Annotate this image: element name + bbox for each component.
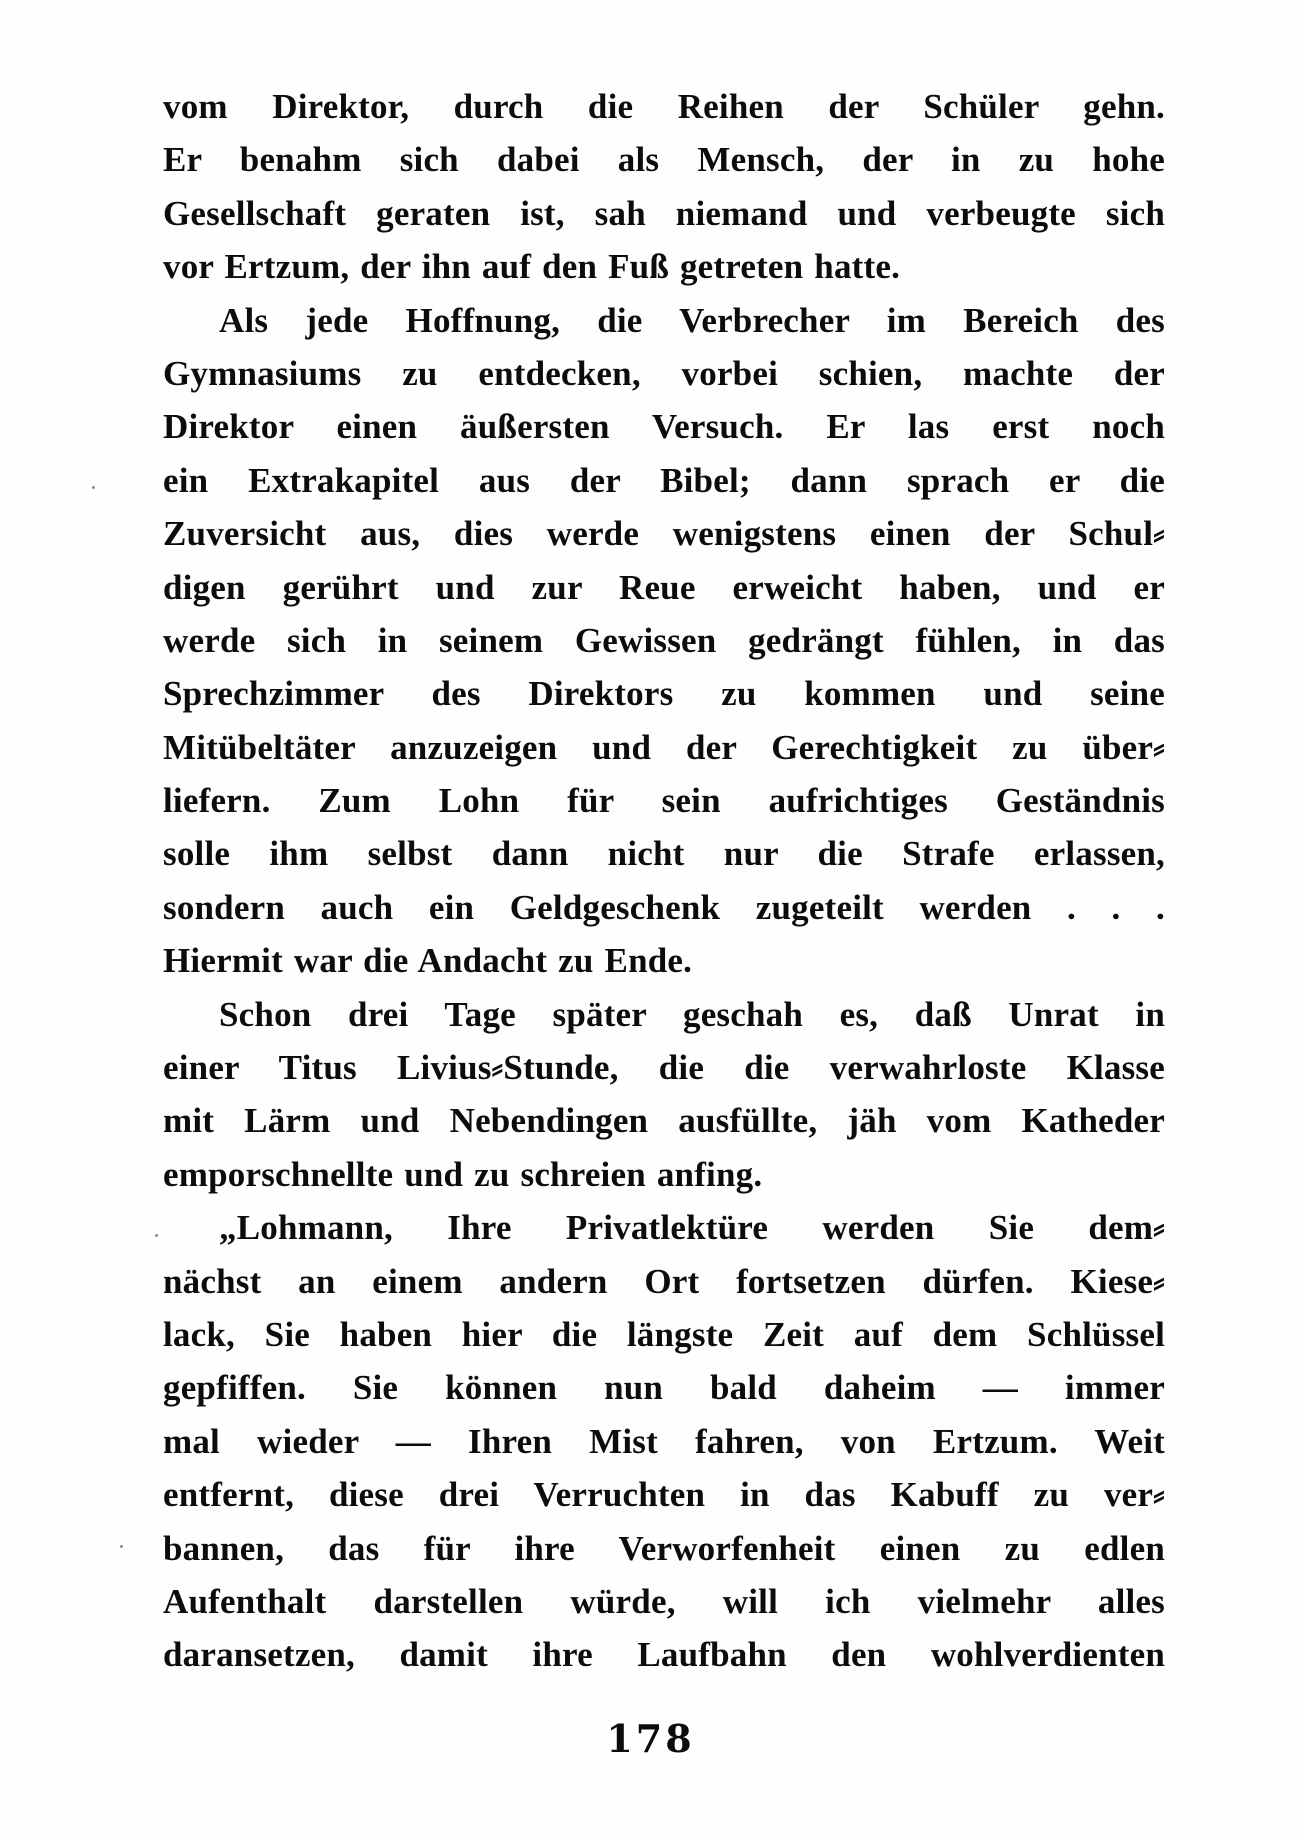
text-line: „Lohmann, Ihre Privatlektüre werden Sie dem⸗ xyxy=(219,1208,1165,1248)
text-line: Gymnasiums zu entdecken, vorbei schien, machte der xyxy=(163,353,1165,393)
text-line: Schon drei Tage später geschah es, daß Unrat in xyxy=(219,994,1165,1034)
text-line: Mitübeltäter anzuzeigen und der Gerechtigkeit zu über⸗ xyxy=(163,727,1165,767)
scan-speck xyxy=(120,1545,123,1548)
text-line: daransetzen, damit ihre Laufbahn den wohlverdienten xyxy=(163,1635,1165,1675)
text-line: mit Lärm und Nebendingen ausfüllte, jäh vom Katheder xyxy=(163,1101,1165,1141)
text-line: bannen, das für ihre Verworfenheit einen zu edlen xyxy=(163,1528,1165,1568)
text-line: lack, Sie haben hier die längste Zeit auf dem Schlüssel xyxy=(163,1314,1165,1354)
text-line: Er benahm sich dabei als Mensch, der in zu hohe xyxy=(163,140,1165,180)
text-line: einer Titus Livius⸗Stunde, die die verwahrloste Klasse xyxy=(163,1048,1165,1088)
text-line: Aufenthalt darstellen würde, will ich vielmehr alles xyxy=(163,1581,1165,1621)
text-line: Gesellschaft geraten ist, sah niemand und verbeugte sich xyxy=(163,193,1165,233)
scan-speck xyxy=(155,1234,158,1237)
text-line: Als jede Hoffnung, die Verbrecher im Bereich des xyxy=(219,300,1165,340)
page-text-block xyxy=(163,80,1165,1682)
text-line: Sprechzimmer des Direktors zu kommen und seine xyxy=(163,674,1165,714)
text-line: Direktor einen äußersten Versuch. Er las erst noch xyxy=(163,407,1165,447)
text-line: Zuversicht aus, dies werde wenigstens einen der Schul⸗ xyxy=(163,514,1165,554)
page-number: 178 xyxy=(606,1716,695,1761)
text-line: emporschnellte und zu schreien anfing. xyxy=(163,1154,763,1194)
text-line: digen gerührt und zur Reue erweicht haben, und er xyxy=(163,567,1165,607)
text-line: nächst an einem andern Ort fortsetzen dürfen. Kiese⸗ xyxy=(163,1261,1165,1301)
text-line: mal wieder — Ihren Mist fahren, von Ertzum. Weit xyxy=(163,1421,1165,1461)
text-line: liefern. Zum Lohn für sein aufrichtiges Geständnis xyxy=(163,781,1165,821)
text-line: entfernt, diese drei Verruchten in das Kabuff zu ver⸗ xyxy=(163,1475,1165,1515)
text-line: werde sich in seinem Gewissen gedrängt fühlen, in das xyxy=(163,620,1165,660)
text-line: Hiermit war die Andacht zu Ende. xyxy=(163,941,693,981)
scan-speck xyxy=(92,486,95,489)
text-line: ein Extrakapitel aus der Bibel; dann sprach er die xyxy=(163,460,1165,500)
text-line: vor Ertzum, der ihn auf den Fuß getreten hatte. xyxy=(163,247,901,287)
text-line: solle ihm selbst dann nicht nur die Strafe erlassen, xyxy=(163,834,1165,874)
text-line: gepfiffen. Sie können nun bald daheim — immer xyxy=(163,1368,1165,1408)
text-line: sondern auch ein Geldgeschenk zugeteilt werden . . . xyxy=(163,887,1165,927)
text-line: vom Direktor, durch die Reihen der Schüler gehn. xyxy=(163,87,1165,126)
